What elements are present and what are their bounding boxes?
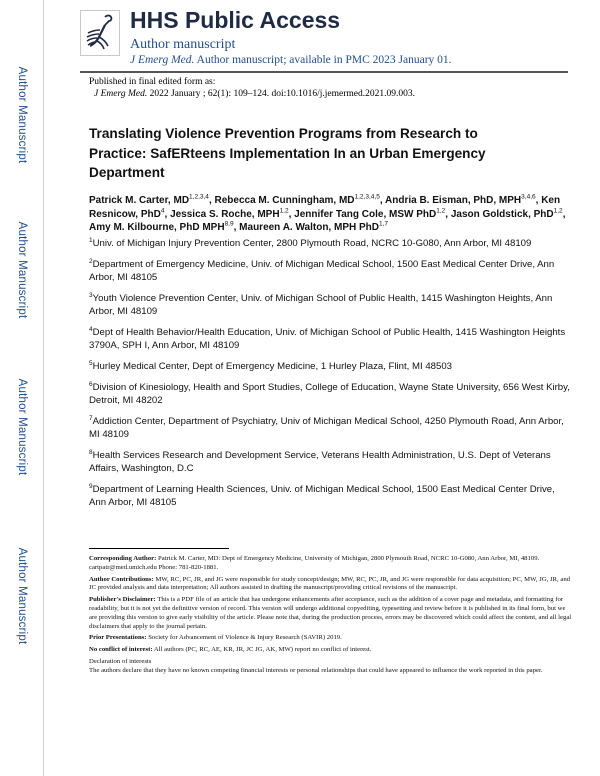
- footnotes: [89, 555, 573, 679]
- sidebar-label-author-manuscript: Author Manuscript: [16, 547, 28, 645]
- journal-name: J Emerg Med.: [130, 54, 195, 66]
- footnote-divider: [89, 548, 229, 549]
- author-affil-sup: 3,4,6: [521, 193, 536, 201]
- footnote-label: Publisher's Disclaimer:: [89, 596, 156, 604]
- affiliation-number: 3: [89, 291, 93, 299]
- hhs-eagle-logo-icon: [80, 10, 120, 56]
- author-affil-sup: 8,9: [224, 220, 234, 228]
- affiliation: [89, 449, 571, 475]
- footnote-corresponding-author: [89, 555, 573, 573]
- author-name: Maureen A. Walton, MPH PhD: [239, 222, 379, 233]
- author-manuscript-label: Author manuscript: [130, 37, 236, 52]
- page-title: HHS Public Access: [130, 7, 341, 33]
- affiliation-number: 7: [89, 414, 93, 422]
- sidebar: [0, 0, 44, 776]
- author: Jennifer Tang Cole, MSW PhD$^{1,2}$,: [294, 207, 451, 220]
- journal-availability: [130, 54, 452, 66]
- footnote-text: Patrick M. Carter, MD: Dept of Emergency Medicine, University of Michigan, 2800 Plymouth Road, NCRC 10-G080, Ann Arbor, MI, 48109. cartpatr@med.umich.edu Phone: 781-820-1881.: [89, 555, 540, 571]
- author-affil-sup: 1,2,3,4,5: [354, 193, 380, 201]
- author-name: Jessica S. Roche, MPH: [170, 208, 280, 220]
- author-affil-sup: 4: [160, 207, 165, 215]
- published-label: Published in final edited form as:: [89, 77, 216, 87]
- author-name: Jason Goldstick, PhD: [450, 208, 554, 220]
- sidebar-label-author-manuscript: Author Manuscript: [16, 66, 28, 164]
- hhs-eagle-icon: [81, 11, 119, 55]
- author-affil-sup: 1,2: [436, 207, 446, 215]
- author: Andria B. Eisman, PhD, MPH$^{3,4,6}$,: [385, 193, 542, 206]
- footnote-publisher-disclaimer: [89, 596, 573, 631]
- author-name: Rebecca M. Cunningham, MD: [214, 195, 355, 206]
- affiliation-number: 1: [89, 236, 93, 244]
- author: Rebecca M. Cunningham, MD$^{1,2,3,4,5}$,: [214, 193, 386, 206]
- footnote-label: Prior Presentations:: [89, 634, 147, 642]
- author-name: Jennifer Tang Cole, MSW PhD: [294, 208, 437, 220]
- citation-journal: J Emerg Med.: [94, 89, 148, 99]
- citation-details: 2022 January ; 62(1): 109–124. doi:10.1016/j.jemermed.2021.09.003.: [147, 89, 416, 99]
- footnote-conflict-of-interest: [89, 646, 573, 655]
- author: Amy M. Kilbourne, PhD MPH$^{8,9}$,: [89, 220, 240, 233]
- author: Jessica S. Roche, MPH$^{1,2}$,: [170, 207, 295, 220]
- author-name: Amy M. Kilbourne, PhD MPH: [89, 222, 225, 233]
- affiliation: [89, 326, 571, 352]
- sidebar-label-author-manuscript: Author Manuscript: [16, 378, 28, 476]
- affiliation: [89, 258, 571, 284]
- footnote-prior-presentations: [89, 634, 573, 643]
- footnote-label: Corresponding Author:: [89, 555, 157, 562]
- affiliation: [89, 360, 571, 373]
- declaration-heading: Declaration of interests: [89, 657, 152, 665]
- declaration-text: The authors declare that they have no known competing financial interests or personal relationships that could have appeared to influence the work reported in this paper.: [89, 666, 543, 674]
- author: Patrick M. Carter, MD$^{1,2,3,4}$,: [89, 193, 215, 206]
- affiliation-text: Youth Violence Prevention Center, Univ. of Michigan School of Public Health, 1415 Washington Heights, Ann Arbor, MI 48109: [89, 293, 553, 317]
- footnote-text: Society for Advancement of Violence & Injury Research (SAVIR) 2019.: [146, 634, 342, 642]
- affiliation-text: Department of Emergency Medicine, Univ. of Michigan Medical School, 1500 East Medical Center Drive, Ann Arbor, MI 48105: [89, 259, 555, 283]
- affiliation-text: Addiction Center, Department of Psychiatry, Univ of Michigan Medical School, 4250 Plymouth Road, Ann Arbor, MI 48109: [89, 416, 564, 440]
- article-title: Translating Violence Prevention Programs from Research to Practice: SafERteens Implementation In an Urban Emergency Department: [89, 126, 486, 180]
- header-divider: [80, 71, 568, 73]
- affiliation-number: 6: [89, 380, 93, 388]
- affiliation-text: Department of Learning Health Sciences, Univ. of Michigan Medical School, 1500 East Medical Center Drive, Ann Arbor, MI 48105: [89, 484, 555, 508]
- footnote-text: MW, RC, PC, JR, and JG were responsible for study concept/design; MW, RC, PC, JR, and JG were responsible for data acquisition; PC, MW, JG, JR, and JC provided analysis and data interpretation; All authors assisted in drafting the manuscript/providing critical revisions of the manuscript.: [89, 575, 571, 592]
- footnote-author-contributions: [89, 576, 573, 594]
- affiliation-text: Hurley Medical Center, Dept of Emergency Medicine, 1 Hurley Plaza, Flint, MI 48503: [92, 361, 453, 372]
- footnote-label: Author Contributions:: [89, 575, 154, 583]
- author: Ken Resnicow, PhD$^4$,: [89, 195, 561, 220]
- affiliation-list: [89, 237, 571, 517]
- affiliation: [89, 292, 571, 318]
- affiliation: [89, 381, 571, 407]
- author-affil-sup: 1,2: [553, 207, 563, 215]
- author-affil-sup: 1,2,3,4: [189, 193, 209, 201]
- citation: [94, 89, 415, 99]
- footnote-text: All authors (PC, RC, AE, KR, JR, JC JG, AK, MW) report no conflict of interest.: [152, 646, 372, 654]
- footnote-text: This is a PDF file of an article that has undergone enhancements after acceptance, such as the addition of a cover page and metadata, and formatting for readability, but it is not yet the definitive version of record. This version will undergo additional copyediting, typesetting and review before it is published in its final form, but we are providing this version to give early visibility of the article. Please note that, during the production process, errors may be discovered which could affect the content, and all legal disclaimers that apply to the journal pertain.: [89, 596, 572, 630]
- affiliation-number: 5: [89, 359, 93, 367]
- author-name: Ken Resnicow, PhD: [89, 195, 561, 220]
- affiliation-text: Dept of Health Behavior/Health Education, Univ. of Michigan School of Public Health, 1415 Washington Heights 3790A, SPH I, Ann Arbor, MI 48109: [89, 327, 566, 351]
- affiliation-number: 2: [89, 257, 93, 265]
- affiliation: [89, 415, 571, 441]
- affiliation-number: 8: [89, 448, 93, 456]
- affiliation-number: 9: [89, 482, 93, 490]
- footnote-label: No conflict of interest:: [89, 646, 153, 654]
- affiliation-number: 4: [89, 325, 93, 333]
- sidebar-divider: [43, 0, 44, 776]
- affiliation: [89, 237, 571, 250]
- affiliation-text: Univ. of Michigan Injury Prevention Center, 2800 Plymouth Road, NCRC 10-G080, Ann Arbor, MI 48109: [92, 238, 532, 249]
- author-affil-sup: 1,7: [379, 220, 389, 228]
- author-affil-sup: 1,2: [279, 207, 289, 215]
- affiliation-text: Health Services Research and Development Service, Veterans Health Administration, U.S. Dept of Veterans Affairs, Washington, D.C: [89, 450, 551, 474]
- availability-text: Author manuscript; available in PMC 2023 January 01.: [194, 54, 452, 66]
- author-list: [89, 194, 573, 235]
- author-name: Andria B. Eisman, PhD, MPH: [385, 195, 522, 206]
- author: Jason Goldstick, PhD$^{1,2}$,: [450, 207, 566, 220]
- affiliation: [89, 483, 571, 509]
- author: [239, 222, 388, 233]
- sidebar-label-author-manuscript: Author Manuscript: [16, 221, 28, 319]
- affiliation-text: Division of Kinesiology, Health and Sport Studies, College of Education, Wayne State University, 656 West Kirby, Detroit, MI 48202: [89, 382, 570, 406]
- author-name: Patrick M. Carter, MD: [89, 195, 190, 206]
